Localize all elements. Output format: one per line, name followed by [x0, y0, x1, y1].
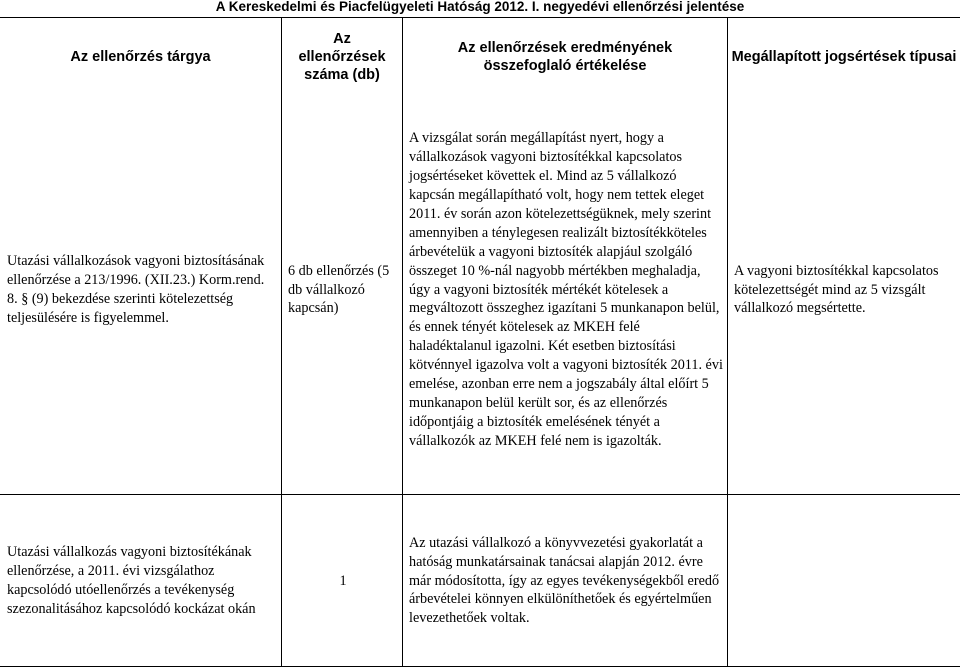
row1-violations-cell: A vagyoni biztosítékkal kapcsolatos kötelezettségét mind az 5 vizsgált vállalkozó megsértette. [734, 262, 939, 317]
header-violations: Megállapított jogsértések típusai [731, 49, 957, 65]
header-count: Az ellenőrzések száma (db) [298, 31, 386, 83]
row-divider-2 [0, 666, 960, 667]
table-top-border [0, 17, 960, 18]
row2-summary-cell: Az utazási vállalkozó a könyvvezetési gyakorlatát a hatóság munkatársainak tanácsai alapján 2012. évre már módosította, így az egyes tevékenységekből eredő árbevételei könnyen elkülöníthetőek és egyértelműen levezethetőek voltak. [409, 534, 720, 627]
row2-count-cell: 1 [339, 572, 347, 589]
column-divider-3 [727, 17, 728, 666]
row2-violations-cell [734, 496, 954, 666]
header-subject: Az ellenőrzés tárgya [70, 49, 211, 65]
row1-subject-cell: Utazási vállalkozások vagyoni biztosításának ellenőrzése a 213/1996. (XII.23.) Korm.rend. 8. § (9) bekezdése szerinti kötelezettség teljesülésére is figyelemmel. [7, 253, 265, 326]
page-title-text: A Kereskedelmi és Piacfelügyeleti Hatóság 2012. I. negyedévi ellenőrzési jelentése [215, 0, 745, 14]
column-divider-2 [402, 17, 403, 666]
row2-subject-cell: Utazási vállalkozás vagyoni biztosítékának ellenőrzése, a 2011. évi vizsgálathoz kapcsolódó utóellenőrzés a tevékenység szezonalitásához kapcsolódó kockázat okán [7, 544, 256, 617]
row-divider-1 [0, 494, 960, 495]
row1-summary-cell: A vizsgálat során megállapítást nyert, hogy a vállalkozások vagyoni biztosítékkal kapcsolatos jogsértéseket követtek el. Mind az 5 vállalkozó kapcsán megállapítható volt, hogy nem tettek eleget 2011. év során azon kötelezettségüknek, mely szerint amennyiben a ténylegesen realizált biztosítékköteles árbevételük a vagyoni biztosíték alapjául szolgáló összeget 10 %-nál nagyobb mértékben meghaladja, úgy a vagyoni biztosíték mértékét kötelesek a megváltozott összeghez igazítani 5 munkanapon belül, és ennek tényét kötelesek az MKEH felé haladéktalanul igazolni. Két esetben biztosítási kötvénnyel igazolva volt a vagyoni biztosíték 2011. évi emelése, azonban erre nem a jogszabály által előírt 5 munkanapon belül került sor, és az ellenőrzés időpontjáig a biztosíték emelésének tényét a vállalkozók az MKEH felé nem is igazolták. [409, 130, 723, 449]
column-divider-1 [281, 17, 282, 666]
row1-count-cell: 6 db ellenőrzés (5 db vállalkozó kapcsán) [288, 262, 390, 317]
header-summary: Az ellenőrzések eredményének összefoglaló értékelése [457, 40, 673, 74]
page-title [0, 0, 960, 14]
